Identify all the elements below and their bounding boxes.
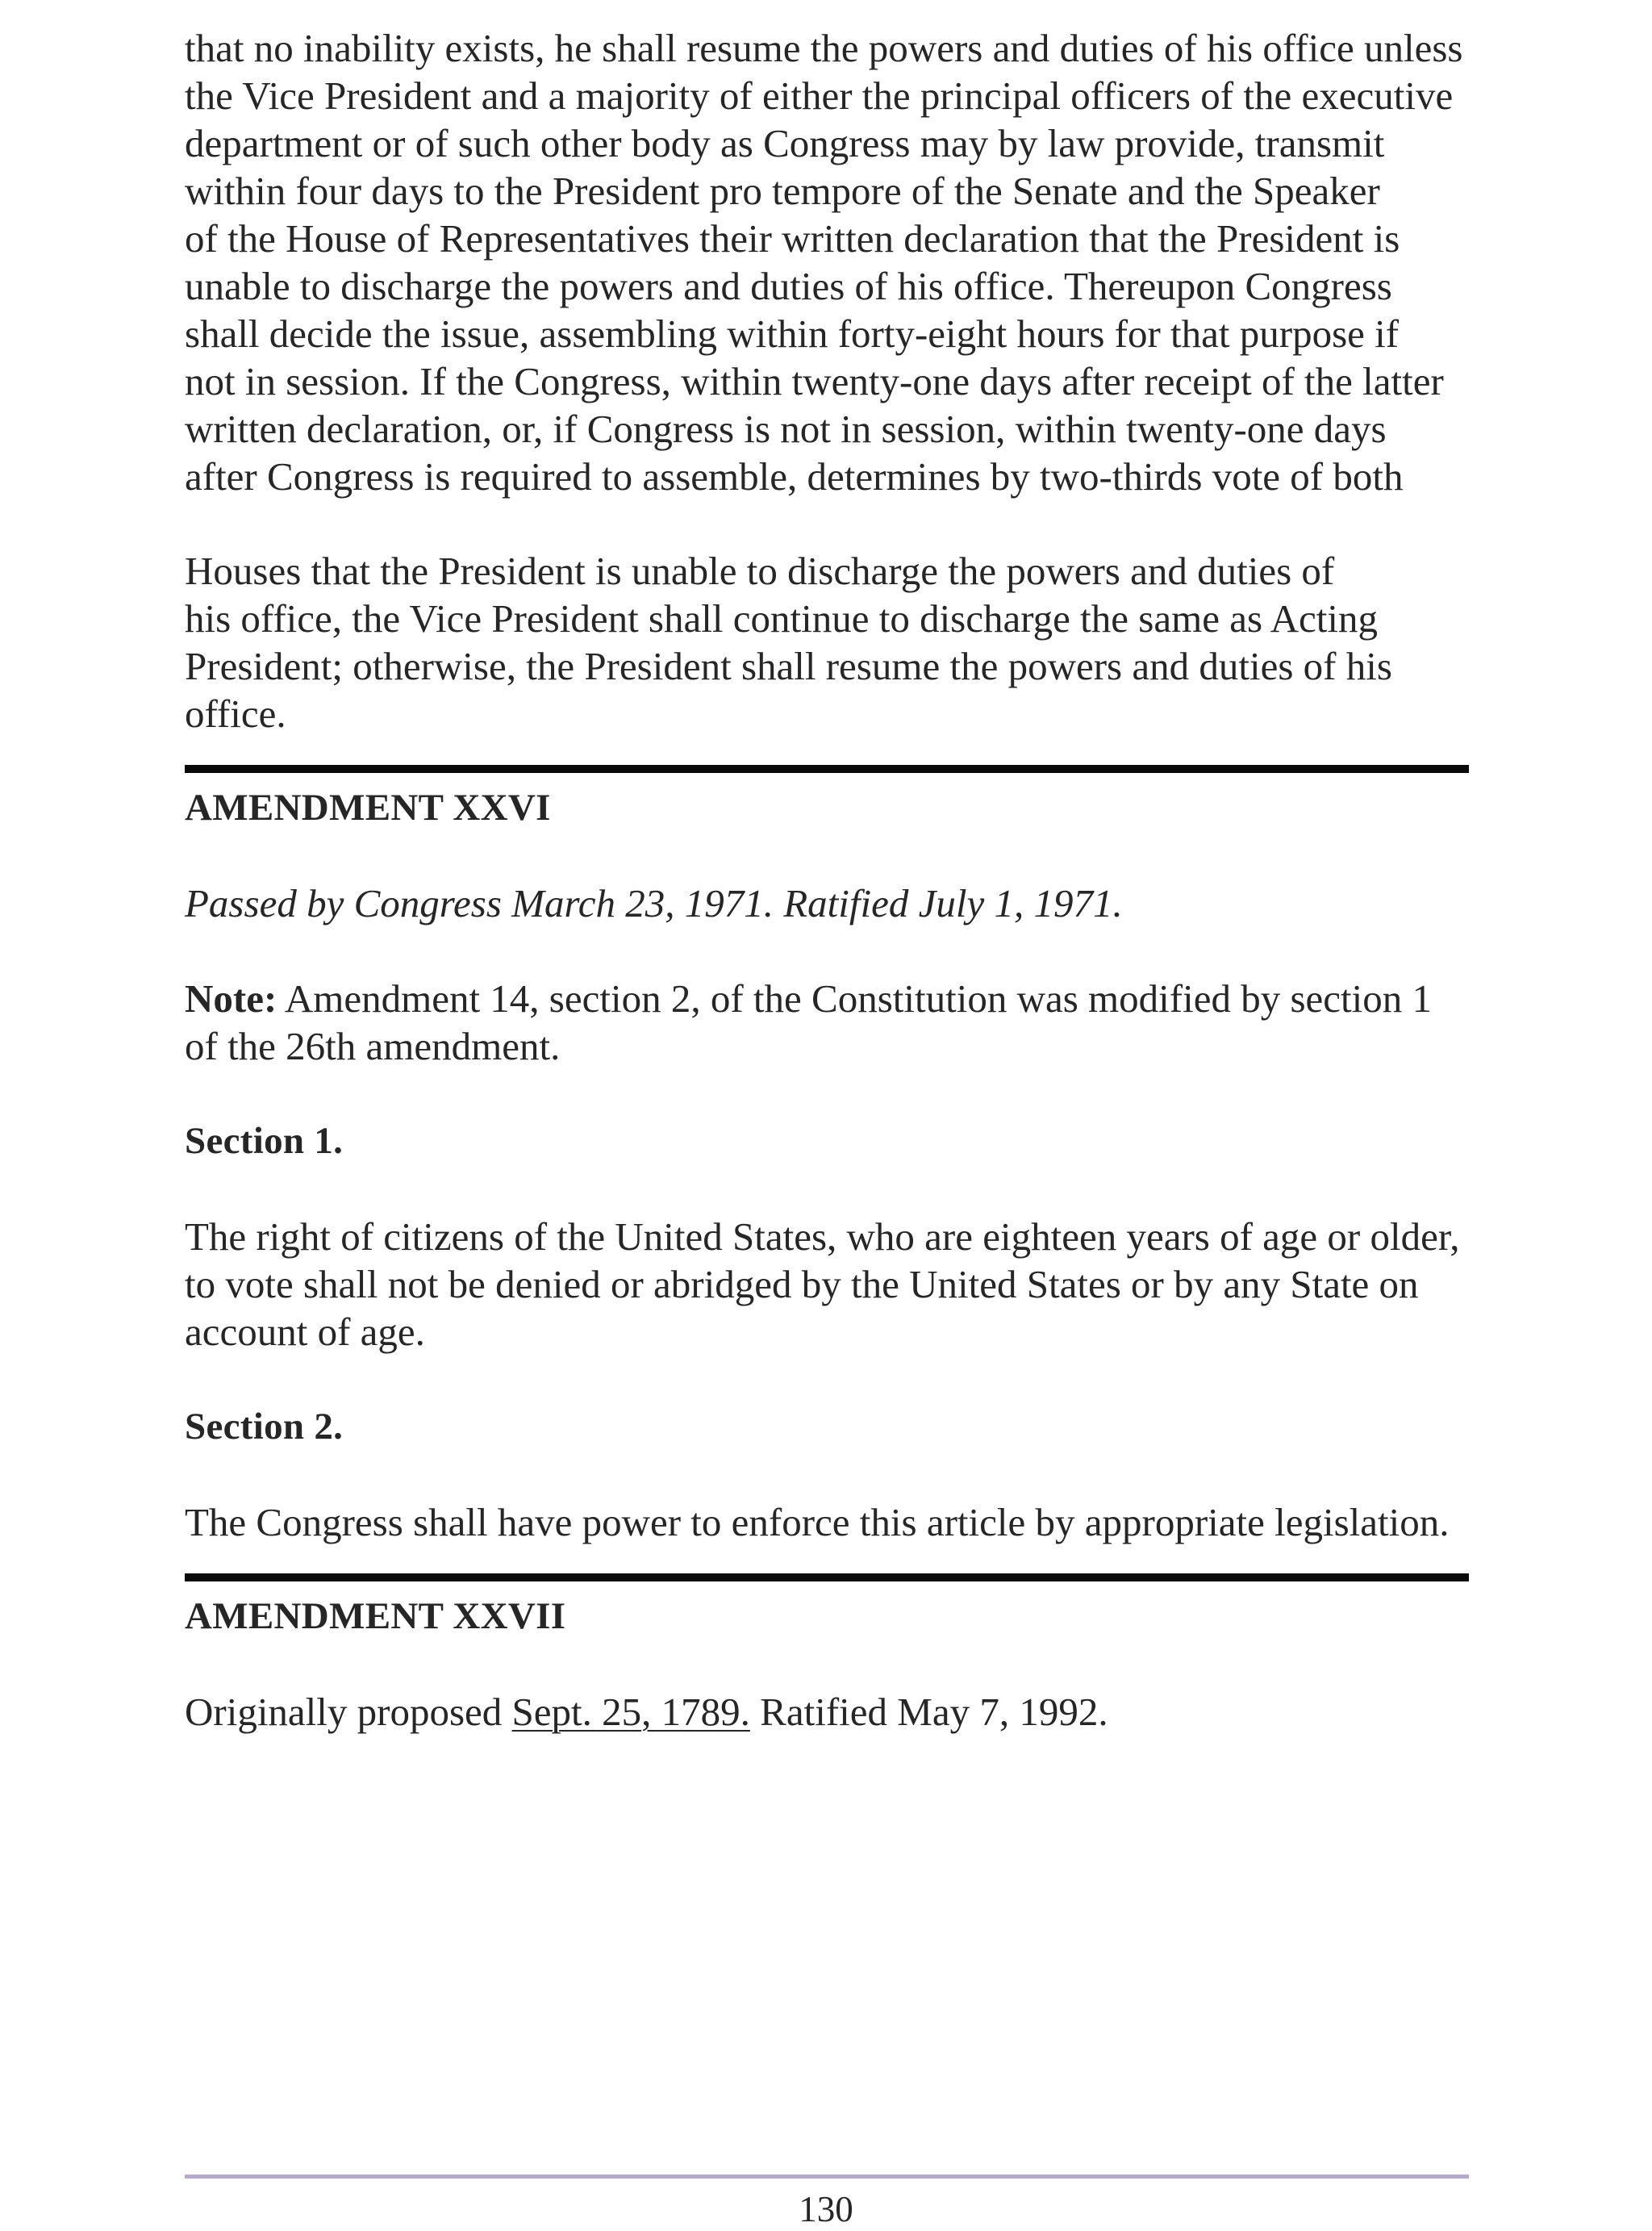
note-label: Note: [185,976,277,1021]
text-line: office. [185,691,286,736]
text-line: the Vice President and a majority of either the principal officers of the executive [185,73,1454,118]
text-line: of the House of Representatives their written declaration that the President is [185,216,1400,261]
footer-divider [185,2175,1469,2179]
text-line: after Congress is required to assemble, determines by two-thirds vote of both [185,454,1404,499]
section-2-heading: Section 2. [185,1406,344,1448]
amendment-26-heading: AMENDMENT XXVI [185,787,551,829]
section-divider [185,765,1469,773]
page-number: 130 [799,2189,853,2229]
ratified-suffix: Ratified May 7, 1992. [749,1690,1108,1734]
note-text: Amendment 14, section 2, of the Constitution was modified by section 1 [277,976,1432,1021]
amendment-27-heading: AMENDMENT XXVII [185,1595,566,1637]
continuation-paragraph-2 [185,547,1491,737]
amendment-26-passed-line: Passed by Congress March 23, 1971. Ratified July 1, 1971. [185,881,1123,925]
text-line: not in session. If the Congress, within twenty-one days after receipt of the latter [185,359,1444,403]
text-line: shall decide the issue, assembling within forty-eight hours for that purpose if [185,311,1400,356]
text-line: that no inability exists, he shall resume the powers and duties of his office unless [185,26,1463,70]
text-line: The right of citizens of the United States, who are eighteen years of age or older, [185,1214,1460,1259]
proposed-date-link[interactable]: Sept. 25, 1789. [511,1690,750,1734]
continuation-paragraph-1 [185,24,1491,500]
text-line: written declaration, or, if Congress is not in session, within twenty-one days [185,407,1387,451]
text-line: department or of such other body as Congress may by law provide, transmit [185,121,1385,165]
section-1-text [185,1213,1491,1356]
text-line: Houses that the President is unable to discharge the powers and duties of [185,549,1335,593]
section-1-heading: Section 1. [185,1120,344,1162]
section-divider [185,1573,1469,1581]
text-line: unable to discharge the powers and duties of his office. Thereupon Congress [185,264,1392,308]
text-line: to vote shall not be denied or abridged by the United States or by any State on [185,1262,1419,1306]
text-line: account of age. [185,1310,425,1354]
note-line-2: of the 26th amendment. [185,1024,561,1068]
section-2-text: The Congress shall have power to enforce this article by appropriate legislation. [185,1500,1450,1544]
amendment-26-note [185,975,1491,1070]
text-line: President; otherwise, the President shall resume the powers and duties of his [185,644,1392,688]
note-line-1 [185,975,1491,1022]
text-line: within four days to the President pro tempore of the Senate and the Speaker [185,169,1380,213]
amendment-27-dates-line [185,1688,1108,1736]
text-line: his office, the Vice President shall continue to discharge the same as Acting [185,596,1378,641]
proposed-prefix: Originally proposed [185,1690,512,1734]
